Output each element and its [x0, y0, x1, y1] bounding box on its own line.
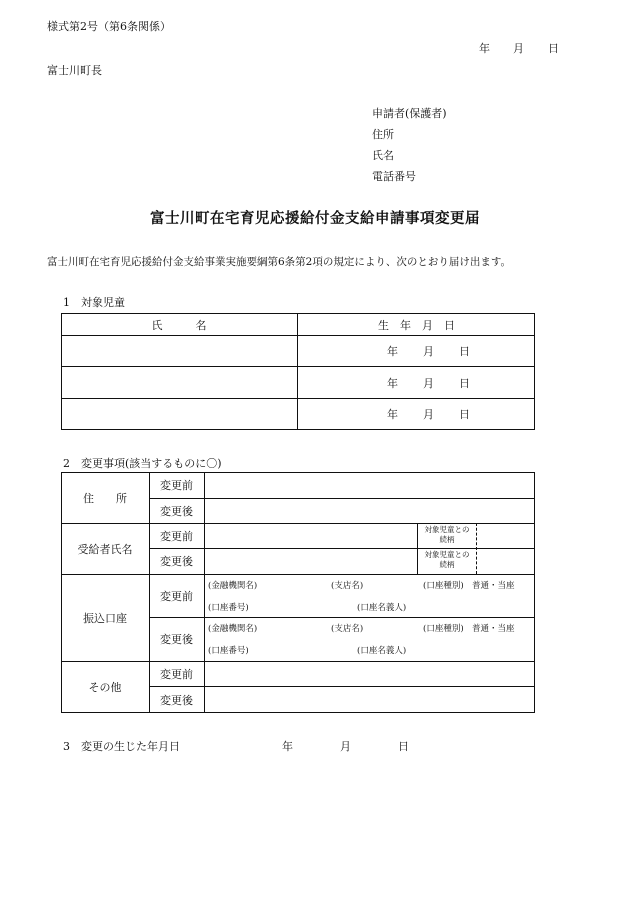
- row3-month: 月: [423, 408, 434, 421]
- applicant-name-label: 氏名: [372, 149, 394, 162]
- bank-before-label: 変更前: [160, 589, 193, 603]
- recipient-name-label: 受給者氏名: [77, 542, 133, 556]
- address-after-label: 変更後: [160, 504, 193, 518]
- relation-before-label: 対象児童との 続柄: [424, 525, 470, 544]
- recipient-before-label: 変更前: [160, 529, 193, 543]
- section1-heading: 1 対象児童: [63, 296, 125, 309]
- bank-after-account-holder: (口座名義人): [357, 646, 407, 656]
- addressee: 富士川町長: [47, 64, 102, 77]
- recipient-after-label: 変更後: [160, 555, 193, 568]
- bank-after-bank-name: (金融機関名): [208, 624, 258, 634]
- section3-heading: 3 変更の生じた年月日: [63, 740, 180, 753]
- row3-year: 年: [387, 408, 398, 421]
- bank-account-label: 振込口座: [83, 611, 127, 625]
- bank-after-account-options: 普通・当座: [472, 624, 515, 634]
- row2-day: 日: [459, 377, 470, 390]
- bank-before-branch: (支店名): [331, 581, 364, 591]
- change-date-day: 日: [398, 740, 409, 753]
- date-year: 年: [479, 42, 490, 55]
- row2-year: 年: [387, 377, 398, 390]
- form-number: 様式第2号（第6条関係）: [47, 20, 171, 33]
- bank-after-account-type: (口座種別): [423, 624, 464, 634]
- change-date-month: 月: [340, 740, 351, 753]
- row2-month: 月: [423, 377, 434, 390]
- bank-before-account-number: (口座番号): [208, 603, 249, 613]
- row1-month: 月: [423, 345, 434, 358]
- applicant-label: 申請者(保護者): [372, 107, 447, 120]
- bank-before-account-options: 普通・当座: [472, 581, 515, 591]
- row3-day: 日: [459, 408, 470, 421]
- change-items-table: [61, 472, 535, 713]
- relation-after-label: 対象児童との 続柄: [424, 550, 470, 569]
- other-label: その他: [88, 681, 122, 694]
- change-date-year: 年: [282, 740, 293, 753]
- applicant-address-label: 住所: [372, 128, 394, 141]
- applicant-phone-label: 電話番号: [372, 170, 416, 183]
- date-day: 日: [548, 42, 559, 55]
- col-header-birthdate: 生 年 月 日: [378, 318, 455, 332]
- row1-year: 年: [387, 345, 398, 358]
- bank-before-bank-name: (金融機関名): [208, 581, 258, 591]
- other-before-label: 変更前: [160, 667, 193, 681]
- row1-day: 日: [459, 345, 470, 358]
- date-month: 月: [513, 42, 524, 55]
- target-children-table: [61, 313, 535, 430]
- bank-before-account-type: (口座種別): [423, 581, 464, 591]
- other-after-label: 変更後: [160, 693, 193, 707]
- bank-before-account-holder: (口座名義人): [357, 603, 407, 613]
- intro-text: 富士川町在宅育児応援給付金支給事業実施要綱第6条第2項の規定により、次のとおり届け出ます。: [47, 256, 512, 268]
- bank-after-label: 変更後: [160, 633, 193, 646]
- section2-heading: 2 変更事項(該当するものに〇): [63, 457, 222, 470]
- bank-after-branch: (支店名): [331, 624, 364, 634]
- document-title: 富士川町在宅育児応援給付金支給申請事項変更届: [150, 210, 480, 227]
- bank-after-account-number: (口座番号): [208, 646, 249, 656]
- col-header-name: 氏 名: [151, 318, 207, 332]
- address-before-label: 変更前: [160, 479, 193, 492]
- address-label: 住 所: [83, 491, 127, 505]
